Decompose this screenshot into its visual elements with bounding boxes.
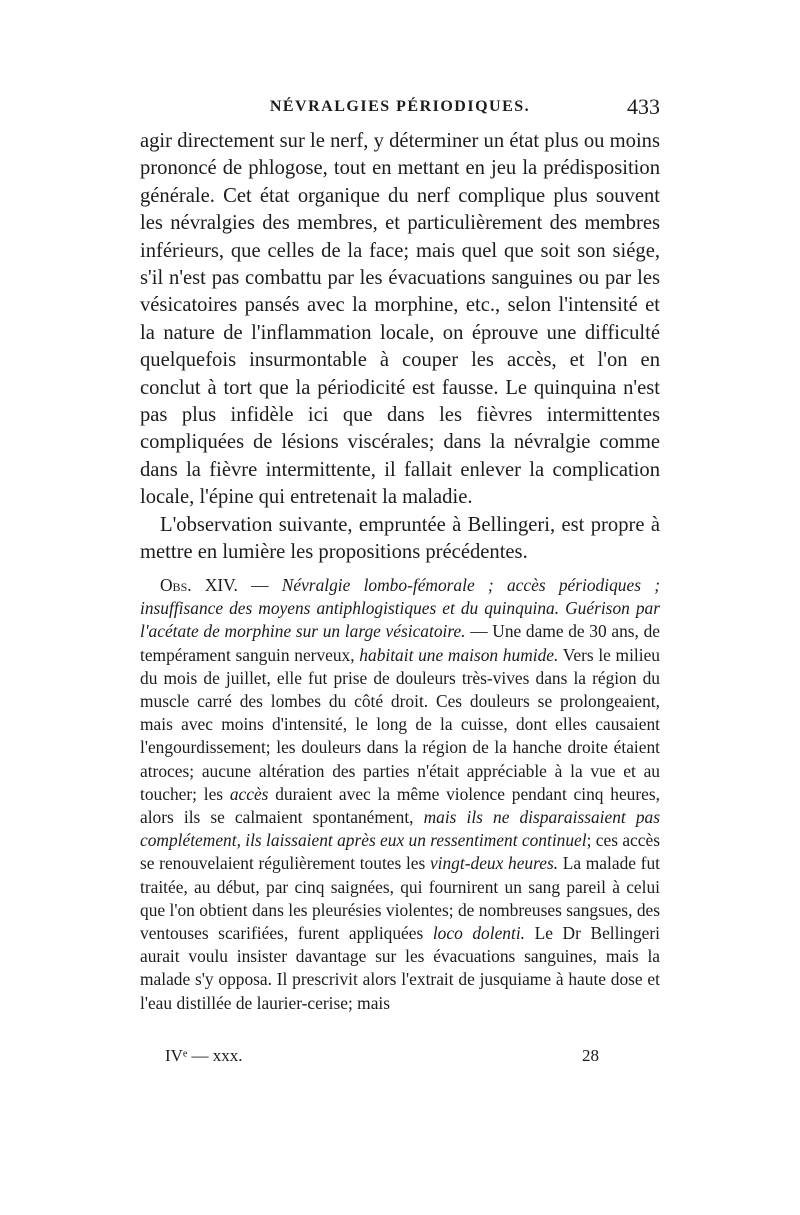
main-text	[140, 128, 660, 567]
running-title: NÉVRALGIES PÉRIODIQUES.	[269, 98, 531, 115]
page-header	[140, 94, 660, 124]
observation-text: Le Dr Bellingeri aurait voulu insister davantage sur les évacuations sanguines, mais la malade s'y opposa. Il prescrivit alors l'extrait de jusquiame à haute dose et l'eau distillée de laurier-cerise; mais	[140, 923, 661, 1013]
observation-text: La malade fut traitée, au début, par cinq saignées, qui fournirent un sang pareil à celui que l'on obtient dans les pleurésies violentes; de nombreuses sangsues, des ventouses scarifiées, furent appliquées	[140, 853, 660, 944]
observation-dash: —	[237, 575, 282, 595]
observation-text: — Une dame de 30 ans, de tempérament sanguin nerveux,	[140, 621, 660, 665]
signature-mark: IVᵉ — xxx.	[165, 1046, 243, 1065]
observation-emphasis: vingt-deux heures.	[429, 853, 559, 874]
observation-emphasis: habitait une maison humide.	[359, 644, 559, 665]
observation-title: Névralgie lombo-fémorale ; accès périodiques ; insuffisance des moyens antiphlogistiques et du quinquina. Guérison par l'acétate de morphine sur un large vésicatoire.	[140, 575, 661, 642]
observation-text: Vers le milieu du mois de juillet, elle fut prise de douleurs très-vives dans la région du muscle carré des lombes du côté droit. Ces douleurs se prolongeaient, mais avec moins d'intensité, le long de la cuisse, dont elles causaient l'engourdissement; les douleurs dans la région de la hanche droite étaient atroces; aucune altération des parties n'était appréciable à la vue et au toucher; les	[140, 644, 660, 804]
observation-block	[140, 574, 660, 1015]
sheet-number: 28	[582, 1046, 599, 1065]
page-number: 433	[627, 94, 660, 119]
observation-emphasis: accès	[229, 783, 269, 804]
observation-emphasis: loco dolenti.	[432, 923, 526, 944]
observation-emphasis: mais ils ne disparaissaient pas complétement, ils laissaient après eux un ressentiment continuel	[140, 807, 660, 851]
observation-paragraph	[140, 574, 660, 1015]
paragraph: L'observation suivante, empruntée à Bellingeri, est propre à mettre en lumière les propositions précédentes.	[140, 513, 660, 564]
observation-text: duraient avec la même violence pendant cinq heures, alors ils se calmaient spontanément,	[140, 783, 660, 828]
observation-label: Obs. XIV.	[160, 575, 238, 595]
page-footer	[140, 1046, 660, 1070]
paragraph: agir directement sur le nerf, y déterminer un état plus ou moins prononcé de phlogose, tout en mettant en jeu la prédisposition générale. Cet état organique du nerf complique plus souvent les névralgies des membres, et particulièrement des membres inférieurs, que celles de la face; mais quel que soit son siége, s'il n'est pas combattu par les évacuations sanguines ou par les vésicatoires pansés avec la morphine, etc., selon l'intensité et la nature de l'inflammation locale, on éprouve une difficulté quelquefois insurmontable à couper les accès, et l'on en conclut à tort que la périodicité est fausse. Le quinquina n'est pas plus infidèle ici que dans les fièvres intermittentes compliquées de lésions viscérales; dans la névralgie comme dans la fièvre intermittente, il fallait enlever la complication locale, l'épine qui entretenait la maladie.	[140, 130, 660, 509]
observation-text: ; ces accès se renouvelaient régulièrement toutes les	[140, 830, 660, 874]
